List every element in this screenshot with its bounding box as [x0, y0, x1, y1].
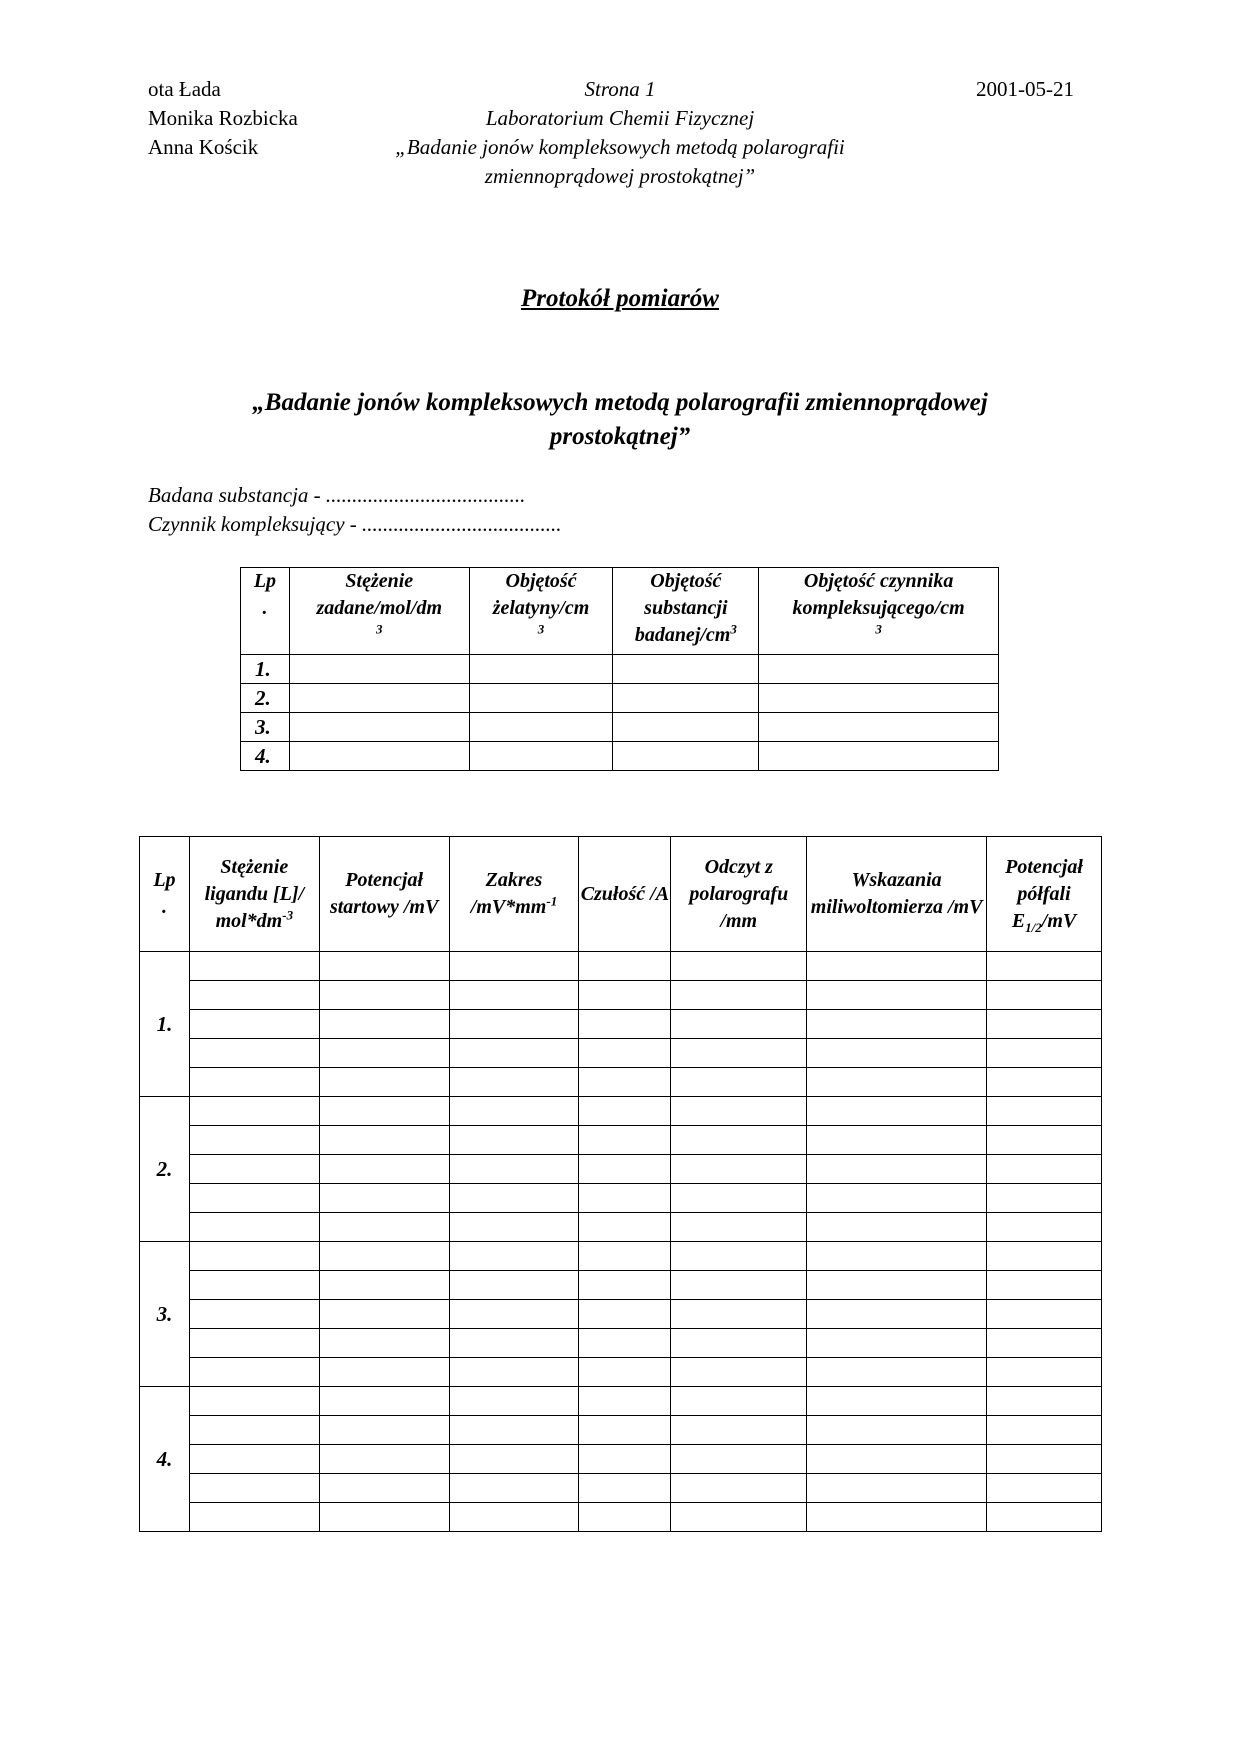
cell[interactable]	[987, 1358, 1102, 1387]
cell[interactable]	[579, 1358, 671, 1387]
cell[interactable]	[579, 1445, 671, 1474]
cell[interactable]	[449, 1416, 579, 1445]
cell[interactable]	[319, 952, 449, 981]
cell[interactable]	[289, 713, 469, 742]
cell[interactable]	[987, 1474, 1102, 1503]
measurement-table	[139, 836, 1102, 1532]
cell[interactable]	[807, 1300, 987, 1329]
cell[interactable]	[807, 1213, 987, 1242]
cell[interactable]	[579, 1329, 671, 1358]
cell[interactable]	[987, 1300, 1102, 1329]
header-start-potential: Potencjał startowy /mV	[319, 837, 449, 952]
header-substance-volume: Objętość substancji badanej/$cm^3$	[613, 568, 759, 655]
cell[interactable]	[987, 952, 1102, 981]
cell[interactable]	[807, 1445, 987, 1474]
cell[interactable]	[807, 1126, 987, 1155]
cell[interactable]	[671, 1503, 807, 1532]
cell[interactable]	[579, 1097, 671, 1126]
cell[interactable]	[319, 1155, 449, 1184]
cell[interactable]	[671, 1039, 807, 1068]
cell[interactable]	[671, 1126, 807, 1155]
cell[interactable]	[189, 1503, 319, 1532]
table-row	[241, 742, 999, 771]
cell[interactable]	[807, 1387, 987, 1416]
table-row	[140, 1126, 1102, 1155]
cell[interactable]	[987, 1242, 1102, 1271]
cell[interactable]	[319, 1503, 449, 1532]
cell[interactable]	[189, 1068, 319, 1097]
cell[interactable]	[189, 1271, 319, 1300]
cell[interactable]	[189, 1329, 319, 1358]
table-row	[140, 1300, 1102, 1329]
row-number: 1.	[241, 655, 290, 684]
header-sensitivity: Czułość /A	[579, 837, 671, 952]
cell[interactable]	[579, 1039, 671, 1068]
cell[interactable]	[189, 1010, 319, 1039]
cell[interactable]	[613, 684, 759, 713]
cell[interactable]	[987, 1271, 1102, 1300]
cell[interactable]	[671, 1329, 807, 1358]
sample-table	[240, 567, 999, 771]
cell[interactable]	[579, 1126, 671, 1155]
cell[interactable]	[579, 1155, 671, 1184]
cell[interactable]	[449, 981, 579, 1010]
cell[interactable]	[319, 1213, 449, 1242]
cell[interactable]	[189, 1039, 319, 1068]
table-row	[140, 1387, 1102, 1416]
header-range: Zakres $/mV*mm^{-1}$	[449, 837, 579, 952]
cell[interactable]	[449, 1300, 579, 1329]
header-lp: Lp .	[241, 568, 290, 655]
cell[interactable]	[189, 981, 319, 1010]
cell[interactable]	[319, 1242, 449, 1271]
cell[interactable]	[579, 1416, 671, 1445]
table-row	[140, 1329, 1102, 1358]
table-row	[140, 1097, 1102, 1126]
cell[interactable]	[449, 1010, 579, 1039]
substance-field: Badana substancja - ......................................	[148, 483, 526, 507]
cell[interactable]	[449, 1387, 579, 1416]
complexing-agent-field: Czynnik kompleksujący - ......................................	[148, 512, 562, 536]
cell[interactable]	[613, 655, 759, 684]
cell[interactable]	[671, 981, 807, 1010]
cell[interactable]	[807, 1329, 987, 1358]
cell[interactable]	[319, 1184, 449, 1213]
cell[interactable]	[807, 1474, 987, 1503]
cell[interactable]	[807, 1039, 987, 1068]
cell[interactable]	[449, 1474, 579, 1503]
cell[interactable]	[579, 981, 671, 1010]
cell[interactable]	[807, 981, 987, 1010]
row-number: 4.	[241, 742, 290, 771]
cell[interactable]	[319, 1416, 449, 1445]
cell[interactable]	[987, 1010, 1102, 1039]
group-number: 2.	[140, 1097, 190, 1242]
cell[interactable]	[807, 1010, 987, 1039]
cell[interactable]	[579, 952, 671, 981]
cell[interactable]	[671, 952, 807, 981]
cell[interactable]	[449, 1242, 579, 1271]
sample-table-header	[241, 568, 999, 655]
cell[interactable]	[987, 981, 1102, 1010]
cell[interactable]	[671, 1271, 807, 1300]
header-gelatin-volume: Objętość żelatyny/cm $^3$	[469, 568, 613, 655]
cell[interactable]	[189, 952, 319, 981]
cell[interactable]	[807, 1242, 987, 1271]
table-row	[140, 1155, 1102, 1184]
table-row	[241, 684, 999, 713]
header-ligand-concentration: Stężenie ligandu [L]/ $mol*dm^{-3}$	[189, 837, 319, 952]
cell[interactable]	[987, 1068, 1102, 1097]
table-row	[241, 713, 999, 742]
cell[interactable]	[613, 713, 759, 742]
cell[interactable]	[319, 1039, 449, 1068]
cell[interactable]	[289, 684, 469, 713]
cell[interactable]	[807, 1097, 987, 1126]
cell[interactable]	[469, 684, 613, 713]
cell[interactable]	[449, 1358, 579, 1387]
cell[interactable]	[807, 1503, 987, 1532]
cell[interactable]	[671, 1445, 807, 1474]
cell[interactable]	[469, 742, 613, 771]
cell[interactable]	[449, 1039, 579, 1068]
cell[interactable]	[987, 1503, 1102, 1532]
cell[interactable]	[807, 1155, 987, 1184]
table-row	[140, 952, 1102, 981]
cell[interactable]	[987, 1416, 1102, 1445]
cell[interactable]	[469, 655, 613, 684]
cell[interactable]	[189, 1358, 319, 1387]
subtitle-line-2: prostokątnej”	[549, 423, 691, 450]
cell[interactable]	[671, 1242, 807, 1271]
cell[interactable]	[449, 1068, 579, 1097]
cell[interactable]	[319, 1300, 449, 1329]
cell[interactable]	[319, 1068, 449, 1097]
cell[interactable]	[189, 1126, 319, 1155]
cell[interactable]	[319, 1474, 449, 1503]
cell[interactable]	[319, 1358, 449, 1387]
cell[interactable]	[807, 952, 987, 981]
table-row	[140, 1010, 1102, 1039]
table-row	[140, 1242, 1102, 1271]
header-polarograph-reading: Odczyt z polarografu /mm	[671, 837, 807, 952]
cell[interactable]	[189, 1213, 319, 1242]
table-row	[140, 1271, 1102, 1300]
group-number: 4.	[140, 1387, 190, 1532]
cell[interactable]	[807, 1416, 987, 1445]
cell[interactable]	[449, 1184, 579, 1213]
cell[interactable]	[671, 1097, 807, 1126]
cell[interactable]	[579, 1503, 671, 1532]
cell[interactable]	[289, 742, 469, 771]
author-3: Anna Kościk	[148, 135, 259, 159]
cell[interactable]	[987, 1213, 1102, 1242]
table-row	[140, 1184, 1102, 1213]
cell[interactable]	[579, 1474, 671, 1503]
cell[interactable]	[671, 1387, 807, 1416]
cell[interactable]	[671, 1416, 807, 1445]
cell[interactable]	[579, 1213, 671, 1242]
cell[interactable]	[449, 1271, 579, 1300]
cell[interactable]	[319, 1097, 449, 1126]
row-number: 2.	[241, 684, 290, 713]
cell[interactable]	[189, 1416, 319, 1445]
cell[interactable]	[759, 713, 999, 742]
cell[interactable]	[319, 1126, 449, 1155]
author-1: ota Łada	[148, 77, 221, 101]
table-row	[140, 1474, 1102, 1503]
topic-line-1: „Badanie jonów kompleksowych metodą polarografii	[395, 135, 845, 159]
cell[interactable]	[807, 1271, 987, 1300]
cell[interactable]	[807, 1184, 987, 1213]
row-number: 3.	[241, 713, 290, 742]
cell[interactable]	[579, 1184, 671, 1213]
subtitle	[170, 386, 1070, 454]
cell[interactable]	[671, 1358, 807, 1387]
page-title: Protokół pomiarów	[521, 285, 719, 312]
cell[interactable]	[189, 1474, 319, 1503]
cell[interactable]	[671, 1155, 807, 1184]
measurement-table-header	[140, 837, 1102, 952]
cell[interactable]	[189, 1387, 319, 1416]
cell[interactable]	[449, 952, 579, 981]
cell[interactable]	[987, 1329, 1102, 1358]
header-concentration: Stężenie zadane/mol/dm $^3$	[289, 568, 469, 655]
table-row	[140, 1445, 1102, 1474]
cell[interactable]	[319, 1271, 449, 1300]
cell[interactable]	[671, 1068, 807, 1097]
cell[interactable]	[579, 1387, 671, 1416]
topic-line-2: zmiennoprądowej prostokątnej”	[484, 164, 756, 188]
cell[interactable]	[987, 1445, 1102, 1474]
cell[interactable]	[449, 1329, 579, 1358]
table-row	[241, 655, 999, 684]
group-number: 1.	[140, 952, 190, 1097]
cell[interactable]	[671, 1184, 807, 1213]
cell[interactable]	[671, 1213, 807, 1242]
cell[interactable]	[449, 1126, 579, 1155]
author-2: Monika Rozbicka	[148, 106, 298, 130]
table-row	[140, 1416, 1102, 1445]
cell[interactable]	[671, 1300, 807, 1329]
cell[interactable]	[319, 1010, 449, 1039]
date: 2001-05-21	[976, 77, 1074, 101]
cell[interactable]	[319, 1329, 449, 1358]
table-row	[140, 981, 1102, 1010]
cell[interactable]	[579, 1300, 671, 1329]
cell[interactable]	[579, 1242, 671, 1271]
cell[interactable]	[987, 1184, 1102, 1213]
cell[interactable]	[579, 1271, 671, 1300]
cell[interactable]	[449, 1097, 579, 1126]
cell[interactable]	[449, 1155, 579, 1184]
cell[interactable]	[759, 742, 999, 771]
cell[interactable]	[987, 1126, 1102, 1155]
cell[interactable]	[449, 1503, 579, 1532]
cell[interactable]	[189, 1184, 319, 1213]
cell[interactable]	[449, 1213, 579, 1242]
cell[interactable]	[579, 1068, 671, 1097]
table-row	[140, 1039, 1102, 1068]
cell[interactable]	[319, 981, 449, 1010]
group-number: 3.	[140, 1242, 190, 1387]
cell[interactable]	[759, 655, 999, 684]
cell[interactable]	[289, 655, 469, 684]
cell[interactable]	[671, 1010, 807, 1039]
cell[interactable]	[189, 1155, 319, 1184]
page-number: Strona 1	[584, 77, 656, 101]
lab-name: Laboratorium Chemii Fizycznej	[485, 106, 755, 130]
table-row	[140, 1213, 1102, 1242]
cell[interactable]	[987, 1039, 1102, 1068]
cell[interactable]	[613, 742, 759, 771]
cell[interactable]	[189, 1097, 319, 1126]
cell[interactable]	[319, 1387, 449, 1416]
table-row	[140, 1358, 1102, 1387]
table-row	[140, 1503, 1102, 1532]
cell[interactable]	[189, 1242, 319, 1271]
table-row	[140, 1068, 1102, 1097]
cell[interactable]	[319, 1445, 449, 1474]
header-lp: Lp .	[140, 837, 190, 952]
cell[interactable]	[449, 1445, 579, 1474]
cell[interactable]	[987, 1155, 1102, 1184]
cell[interactable]	[469, 713, 613, 742]
header-half-wave-potential: Potencjał półfali $E_{1/2}/mV$	[987, 837, 1102, 952]
cell[interactable]	[807, 1358, 987, 1387]
cell[interactable]	[807, 1068, 987, 1097]
cell[interactable]	[759, 684, 999, 713]
cell[interactable]	[987, 1097, 1102, 1126]
cell[interactable]	[189, 1300, 319, 1329]
cell[interactable]	[579, 1010, 671, 1039]
cell[interactable]	[189, 1445, 319, 1474]
subtitle-line-1: „Badanie jonów kompleksowych metodą polarografii zmiennoprądowej	[252, 389, 988, 416]
cell[interactable]	[987, 1387, 1102, 1416]
header-complexing-volume: Objętość czynnika kompleksującego/cm $^3$	[759, 568, 999, 655]
cell[interactable]	[671, 1474, 807, 1503]
header-voltmeter-reading: Wskazania miliwoltomierza /mV	[807, 837, 987, 952]
